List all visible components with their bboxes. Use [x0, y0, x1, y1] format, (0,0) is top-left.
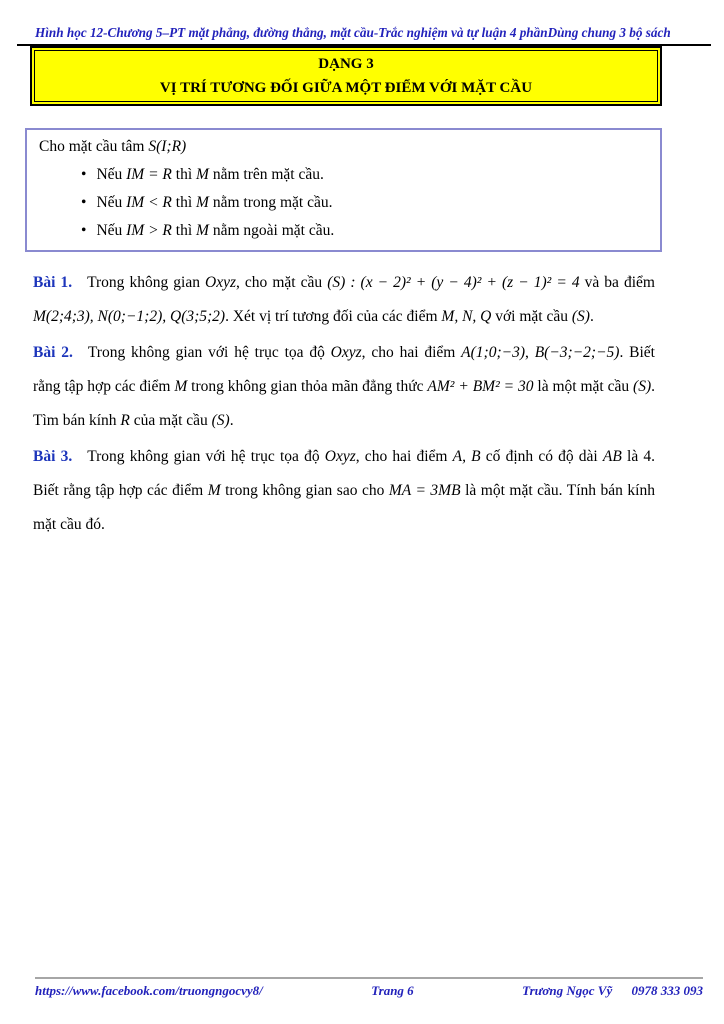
theory-bullet-outside-sphere: [39, 217, 648, 245]
title-line-1: DẠNG 3: [318, 56, 374, 72]
text-segment-math: AB: [602, 448, 622, 465]
text-segment-math: M: [207, 482, 221, 499]
footer-author-block: [522, 983, 703, 999]
page-header: [17, 25, 711, 46]
text-segment-math: M: [196, 222, 209, 239]
text-segment-plain: là một mặt cầu: [533, 378, 634, 395]
text-segment-plain: thì: [171, 222, 197, 239]
text-segment-math: M: [196, 166, 209, 183]
text-segment-plain: Nếu: [96, 166, 127, 183]
text-segment-plain: .: [229, 412, 234, 429]
problems-section: [33, 266, 655, 544]
text-segment-math: A(1;0;−3): [461, 344, 525, 361]
bullet-icon: •: [81, 166, 87, 183]
text-segment-label: Bài 3.: [33, 448, 73, 465]
text-segment-math: M: [174, 378, 188, 395]
text-segment-plain: , cho mặt cầu: [236, 274, 328, 291]
text-segment-plain: thì: [171, 194, 197, 211]
text-segment-math: M: [196, 194, 209, 211]
text-segment-math: (S): [211, 412, 230, 429]
text-segment-plain: .: [589, 308, 594, 325]
text-segment-plain: Nếu: [96, 222, 127, 239]
theory-bullet-on-sphere: [39, 161, 648, 189]
text-segment-plain: nằm ngoài mặt cầu.: [208, 222, 335, 239]
text-segment-plain: , cho hai điểm: [355, 448, 453, 465]
text-segment-math: (S): [633, 378, 652, 395]
theory-intro: [39, 133, 648, 161]
text-segment-plain: ,: [525, 344, 535, 361]
text-segment-plain: nằm trên mặt cầu.: [208, 166, 324, 183]
problem-3: [33, 440, 655, 542]
text-segment-math: (S): [571, 308, 590, 325]
text-segment-label: Bài 2.: [33, 344, 73, 361]
theory-box: [25, 128, 662, 252]
header-right-text: Dùng chung 3 bộ sách: [547, 25, 671, 40]
text-segment-math: M(2;4;3), N(0;−1;2), Q(3;5;2): [33, 308, 226, 325]
text-segment-math: (S) : (x − 2)² + (y − 4)² + (z − 1)² = 4: [327, 274, 580, 291]
dang-3-title-box-inner: [34, 50, 658, 102]
footer-facebook-url: https://www.facebook.com/truongngocvy8/: [35, 983, 263, 998]
text-segment-math: IM = R: [126, 166, 172, 183]
text-segment-math: IM < R: [126, 194, 172, 211]
text-segment-math: Oxyz: [324, 448, 356, 465]
text-segment-plain: là một mặt cầu. Tính bán kính mặt cầu đó.: [33, 482, 655, 533]
text-segment-math: S(I;R): [148, 138, 187, 155]
text-segment-plain: cố định có độ dài: [480, 448, 603, 465]
text-segment-math: AM² + BM² = 30: [427, 378, 534, 395]
header-left-text: Hình học 12-Chương 5–PT mặt phẳng, đường thẳng, mặt cầu-Trắc nghiệm và tự luận 4 phần: [35, 25, 548, 40]
text-segment-plain: . Xét vị trí tương đối của các điểm: [225, 308, 442, 325]
text-segment-plain: với mặt cầu: [491, 308, 572, 325]
bullet-icon: •: [81, 222, 87, 239]
text-segment-plain: Cho mặt cầu tâm: [39, 138, 149, 155]
text-segment-plain: . Tìm bán kính: [33, 378, 655, 429]
text-segment-plain: trong không gian sao cho: [220, 482, 389, 499]
text-segment-plain: của mặt cầu: [129, 412, 212, 429]
text-segment-math: M, N, Q: [441, 308, 492, 325]
text-segment-math: B(−3;−2;−5): [534, 344, 620, 361]
text-segment-plain: Trong không gian với hệ trục tọa độ: [87, 344, 331, 361]
bullet-icon: •: [81, 194, 87, 211]
problem-2: [33, 336, 655, 438]
footer-page-number: Trang 6: [371, 983, 414, 998]
text-segment-plain: trong không gian thỏa mãn đẳng thức: [187, 378, 428, 395]
text-segment-math: A, B: [452, 448, 481, 465]
problem-1: [33, 266, 655, 334]
theory-bullet-inside-sphere: [39, 189, 648, 217]
text-segment-plain: . Biết rằng tập hợp các điểm: [33, 344, 655, 395]
text-segment-label: Bài 1.: [33, 274, 73, 291]
footer-author-name: Trương Ngọc Vỹ: [522, 983, 613, 998]
page-footer: [35, 977, 703, 999]
text-segment-math: R: [120, 412, 130, 429]
text-segment-plain: và ba điểm: [579, 274, 655, 291]
text-segment-plain: , cho hai điểm: [361, 344, 462, 361]
text-segment-plain: nằm trong mặt cầu.: [208, 194, 333, 211]
text-segment-math: Oxyz: [205, 274, 236, 291]
text-segment-math: MA = 3MB: [388, 482, 461, 499]
text-segment-plain: Nếu: [96, 194, 127, 211]
footer-phone-number: 0978 333 093: [631, 983, 703, 998]
dang-3-title-box: [30, 46, 662, 106]
text-segment-plain: Trong không gian với hệ trục tọa độ: [87, 448, 325, 465]
text-segment-plain: là 4. Biết rằng tập hợp các điểm: [33, 448, 655, 499]
text-segment-math: Oxyz: [330, 344, 362, 361]
title-line-2: VỊ TRÍ TƯƠNG ĐỐI GIỮA MỘT ĐIỂM VỚI MẶT CẦU: [159, 80, 533, 96]
text-segment-plain: thì: [171, 166, 197, 183]
text-segment-math: IM > R: [126, 222, 172, 239]
text-segment-plain: Trong không gian: [87, 274, 205, 291]
